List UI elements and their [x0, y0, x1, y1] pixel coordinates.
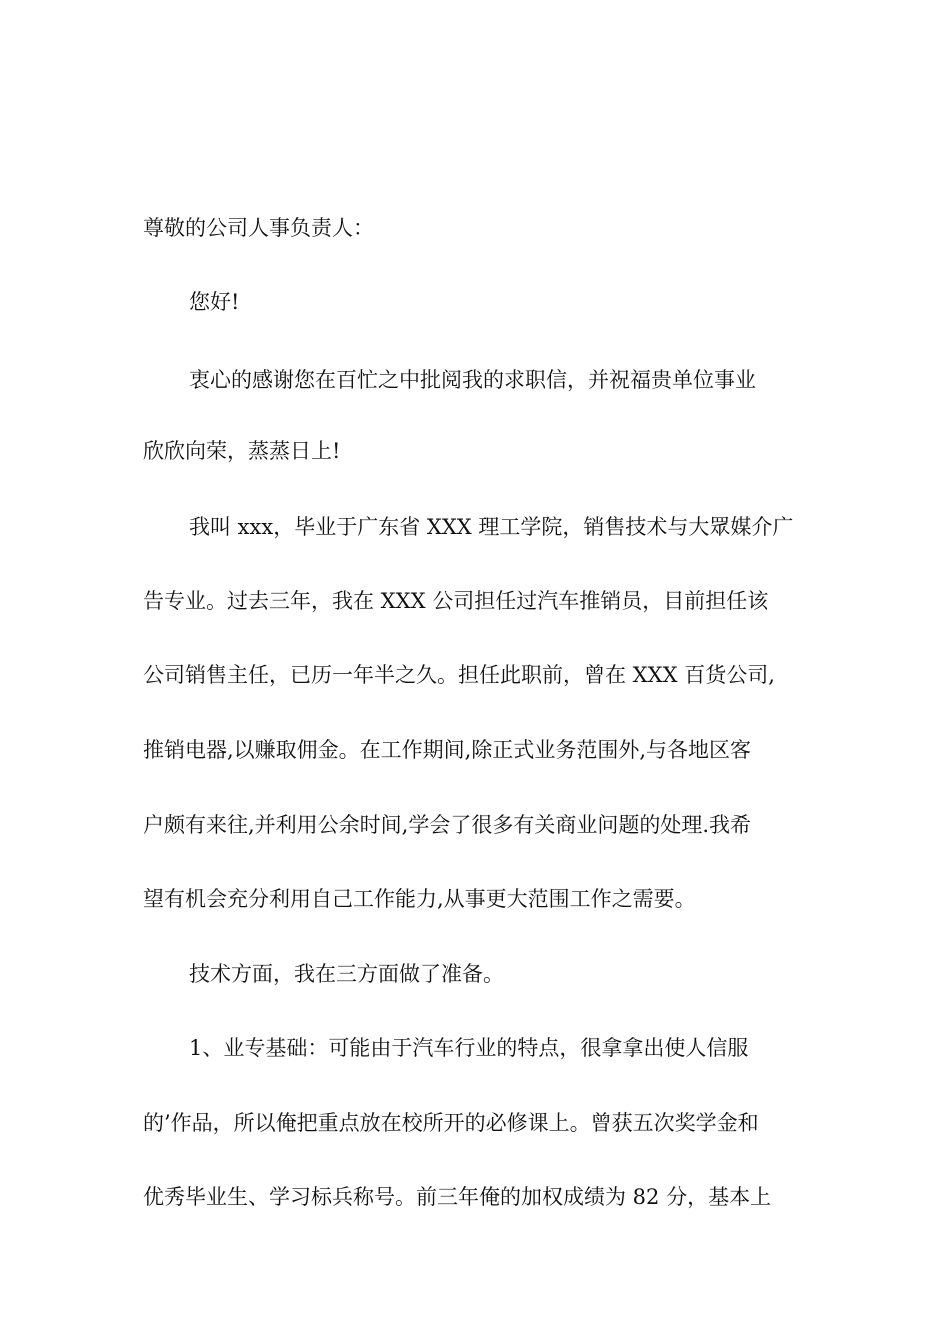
body-line: 技术方面，我在三方面做了准备。	[189, 962, 504, 986]
body-line: 公司销售主任，已历一年半之久。担任此职前，曾在 XXX 百货公司,	[143, 663, 775, 687]
body-line: 1、业专基础：可能由于汽车行业的特点，很拿拿出使人信服	[189, 1036, 749, 1060]
body-line: 欣欣向荣，蒸蒸日上!	[143, 439, 341, 463]
salutation: 尊敬的公司人事负责人：	[143, 216, 374, 240]
body-line: 望有机会充分利用自己工作能力,从事更大范围工作之需要。	[143, 887, 696, 911]
body-line: 我叫 xxx，毕业于广东省 XXX 理工学院，销售技术与大眾媒介广	[189, 515, 794, 539]
greeting: 您好!	[189, 290, 240, 314]
body-line: 推销电器,以赚取佣金。在工作期间,除正式业务范围外,与各地区客	[143, 738, 752, 762]
body-line: 的’作品，所以俺把重点放在校所开的必修课上。曾获五次奖学金和	[143, 1111, 759, 1135]
body-line: 优秀毕业生、学习标兵称号。前三年俺的加权成绩为 82 分，基本上	[143, 1185, 772, 1209]
body-line: 告专业。过去三年，我在 XXX 公司担任过汽车推销员，目前担任该	[143, 589, 769, 613]
body-line: 衷心的感谢您在百忙之中批阅我的求职信，并祝福贵单位事业	[189, 368, 756, 392]
body-line: 户颇有来往,并利用公余时间,学会了很多有关商业问题的处理.我希	[143, 813, 752, 837]
